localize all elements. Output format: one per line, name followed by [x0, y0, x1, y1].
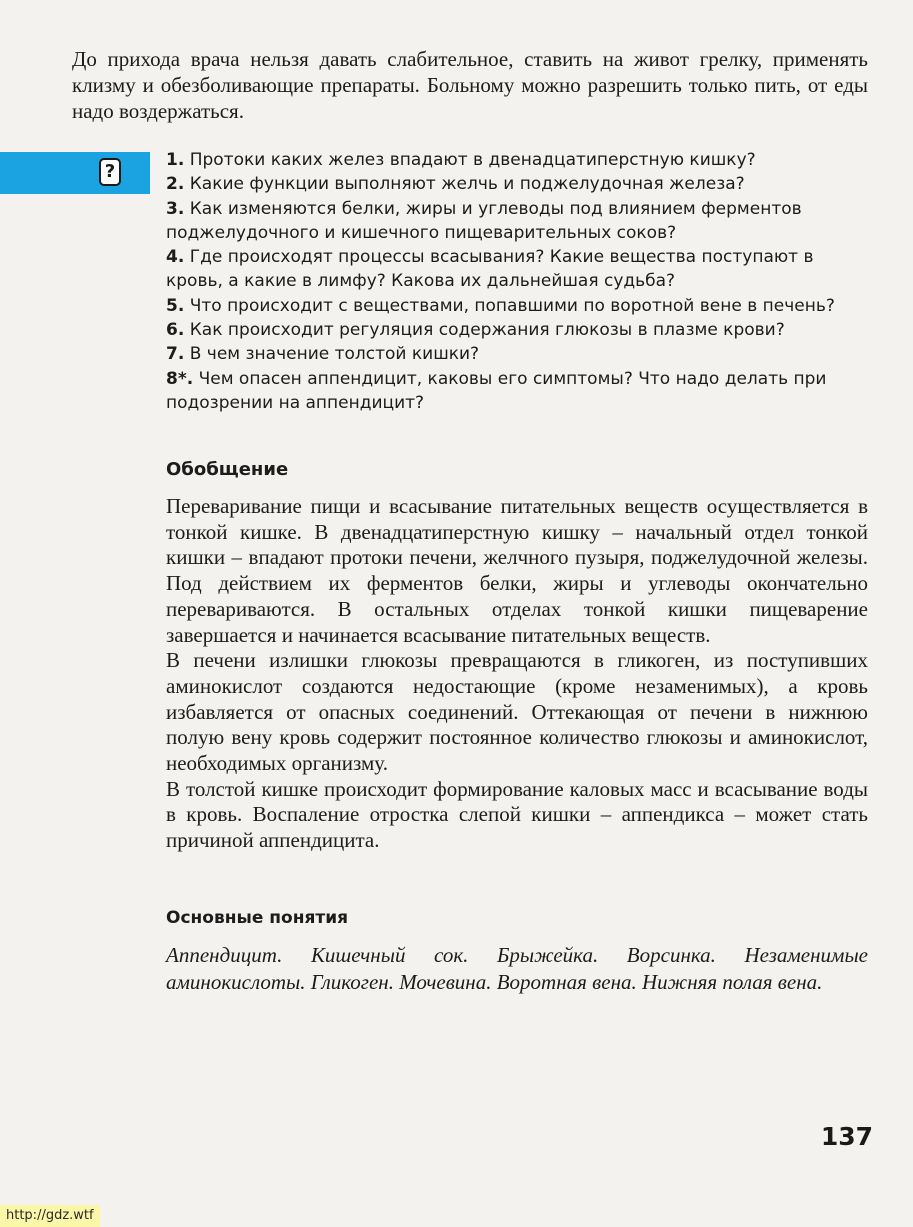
- intro-paragraph: До прихода врача нельзя давать слабительное, ставить на живот грелку, применять клизму и обезболивающие препараты. Больному можно разрешить только пить, от еды надо воздержаться.: [72, 47, 868, 123]
- watermark-link[interactable]: http://gdz.wtf: [0, 1205, 100, 1227]
- question-number: 5.: [166, 295, 185, 316]
- question-text: Чем опасен аппендицит, каковы его симптомы? Что надо делать при подозрении на аппендицит?: [166, 368, 827, 413]
- summary-heading: Обобщение: [166, 459, 289, 480]
- page-number: 137: [820, 1122, 873, 1151]
- questions-tab-marker: [0, 152, 150, 194]
- question-number: 1.: [166, 150, 185, 170]
- key-concepts-heading: Основные понятия: [166, 908, 349, 928]
- question-number: 3.: [166, 198, 185, 219]
- key-concepts-text: Аппендицит. Кишечный сок. Брыжейка. Ворсинка. Незаменимые аминокислоты. Гликоген. Мочевина. Воротная вена. Нижняя полая вена.: [166, 943, 868, 994]
- summary-paragraph: Переваривание пищи и всасывание питательных веществ осуществляется в тонкой кишке. В двенадцатиперстную кишку – начальный отдел тонкой кишки – впадают протоки печени, желчного пузыря, поджелудочной железы. Под действием их ферментов белки, жиры и углеводы окончательно перевариваются. В остальных отделах тонкой кишки пищеварение завершается и начинается всасывание питательных веществ.: [166, 494, 868, 647]
- question-item: [166, 318, 866, 342]
- question-item: [166, 342, 866, 366]
- question-text: Как изменяются белки, жиры и углеводы под влиянием ферментов поджелудочного и кишечного пищеварительных соков?: [166, 198, 802, 243]
- question-text: В чем значение толстой кишки?: [189, 344, 480, 365]
- question-item: [166, 172, 866, 196]
- question-item: [166, 245, 866, 294]
- question-number: 4.: [166, 247, 185, 268]
- question-text: Какие функции выполняют желчь и поджелудочная железа?: [189, 174, 745, 195]
- summary-section: [166, 494, 868, 854]
- summary-paragraph: В толстой кишке происходит формирование каловых масс и всасывание воды в кровь. Воспаление отростка слепой кишки – аппендикса – может стать причиной аппендицита.: [166, 776, 868, 853]
- question-number: 6.: [166, 320, 185, 341]
- question-number: 7.: [166, 344, 185, 365]
- question-mark-icon: ?: [99, 158, 121, 186]
- question-number: 2.: [166, 174, 185, 195]
- question-text: Как происходит регуляция содержания глюкозы в плазме крови?: [189, 320, 785, 341]
- question-item: [166, 148, 866, 172]
- question-text: Что происходит с веществами, попавшими по воротной вене в печень?: [189, 295, 835, 316]
- question-item: [166, 367, 866, 416]
- question-number: 8*.: [166, 368, 194, 389]
- review-questions-list: [166, 148, 866, 415]
- question-item: [166, 197, 866, 246]
- question-text: Где происходят процессы всасывания? Какие вещества поступают в кровь, а какие в лимфу? Какова их дальнейшая судьба?: [166, 247, 814, 292]
- question-text: Протоки каких желез впадают в двенадцатиперстную кишку?: [189, 150, 756, 170]
- question-item: [166, 294, 866, 318]
- summary-paragraph: В печени излишки глюкозы превращаются в гликоген, из поступивших аминокислот создаются недостающие (кроме незаменимых), а кровь избавляется от опасных соединений. Оттекающая от печени в нижнюю полую вену кровь содержит постоянное количество глюкозы и аминокислот, необходимых организму.: [166, 648, 868, 776]
